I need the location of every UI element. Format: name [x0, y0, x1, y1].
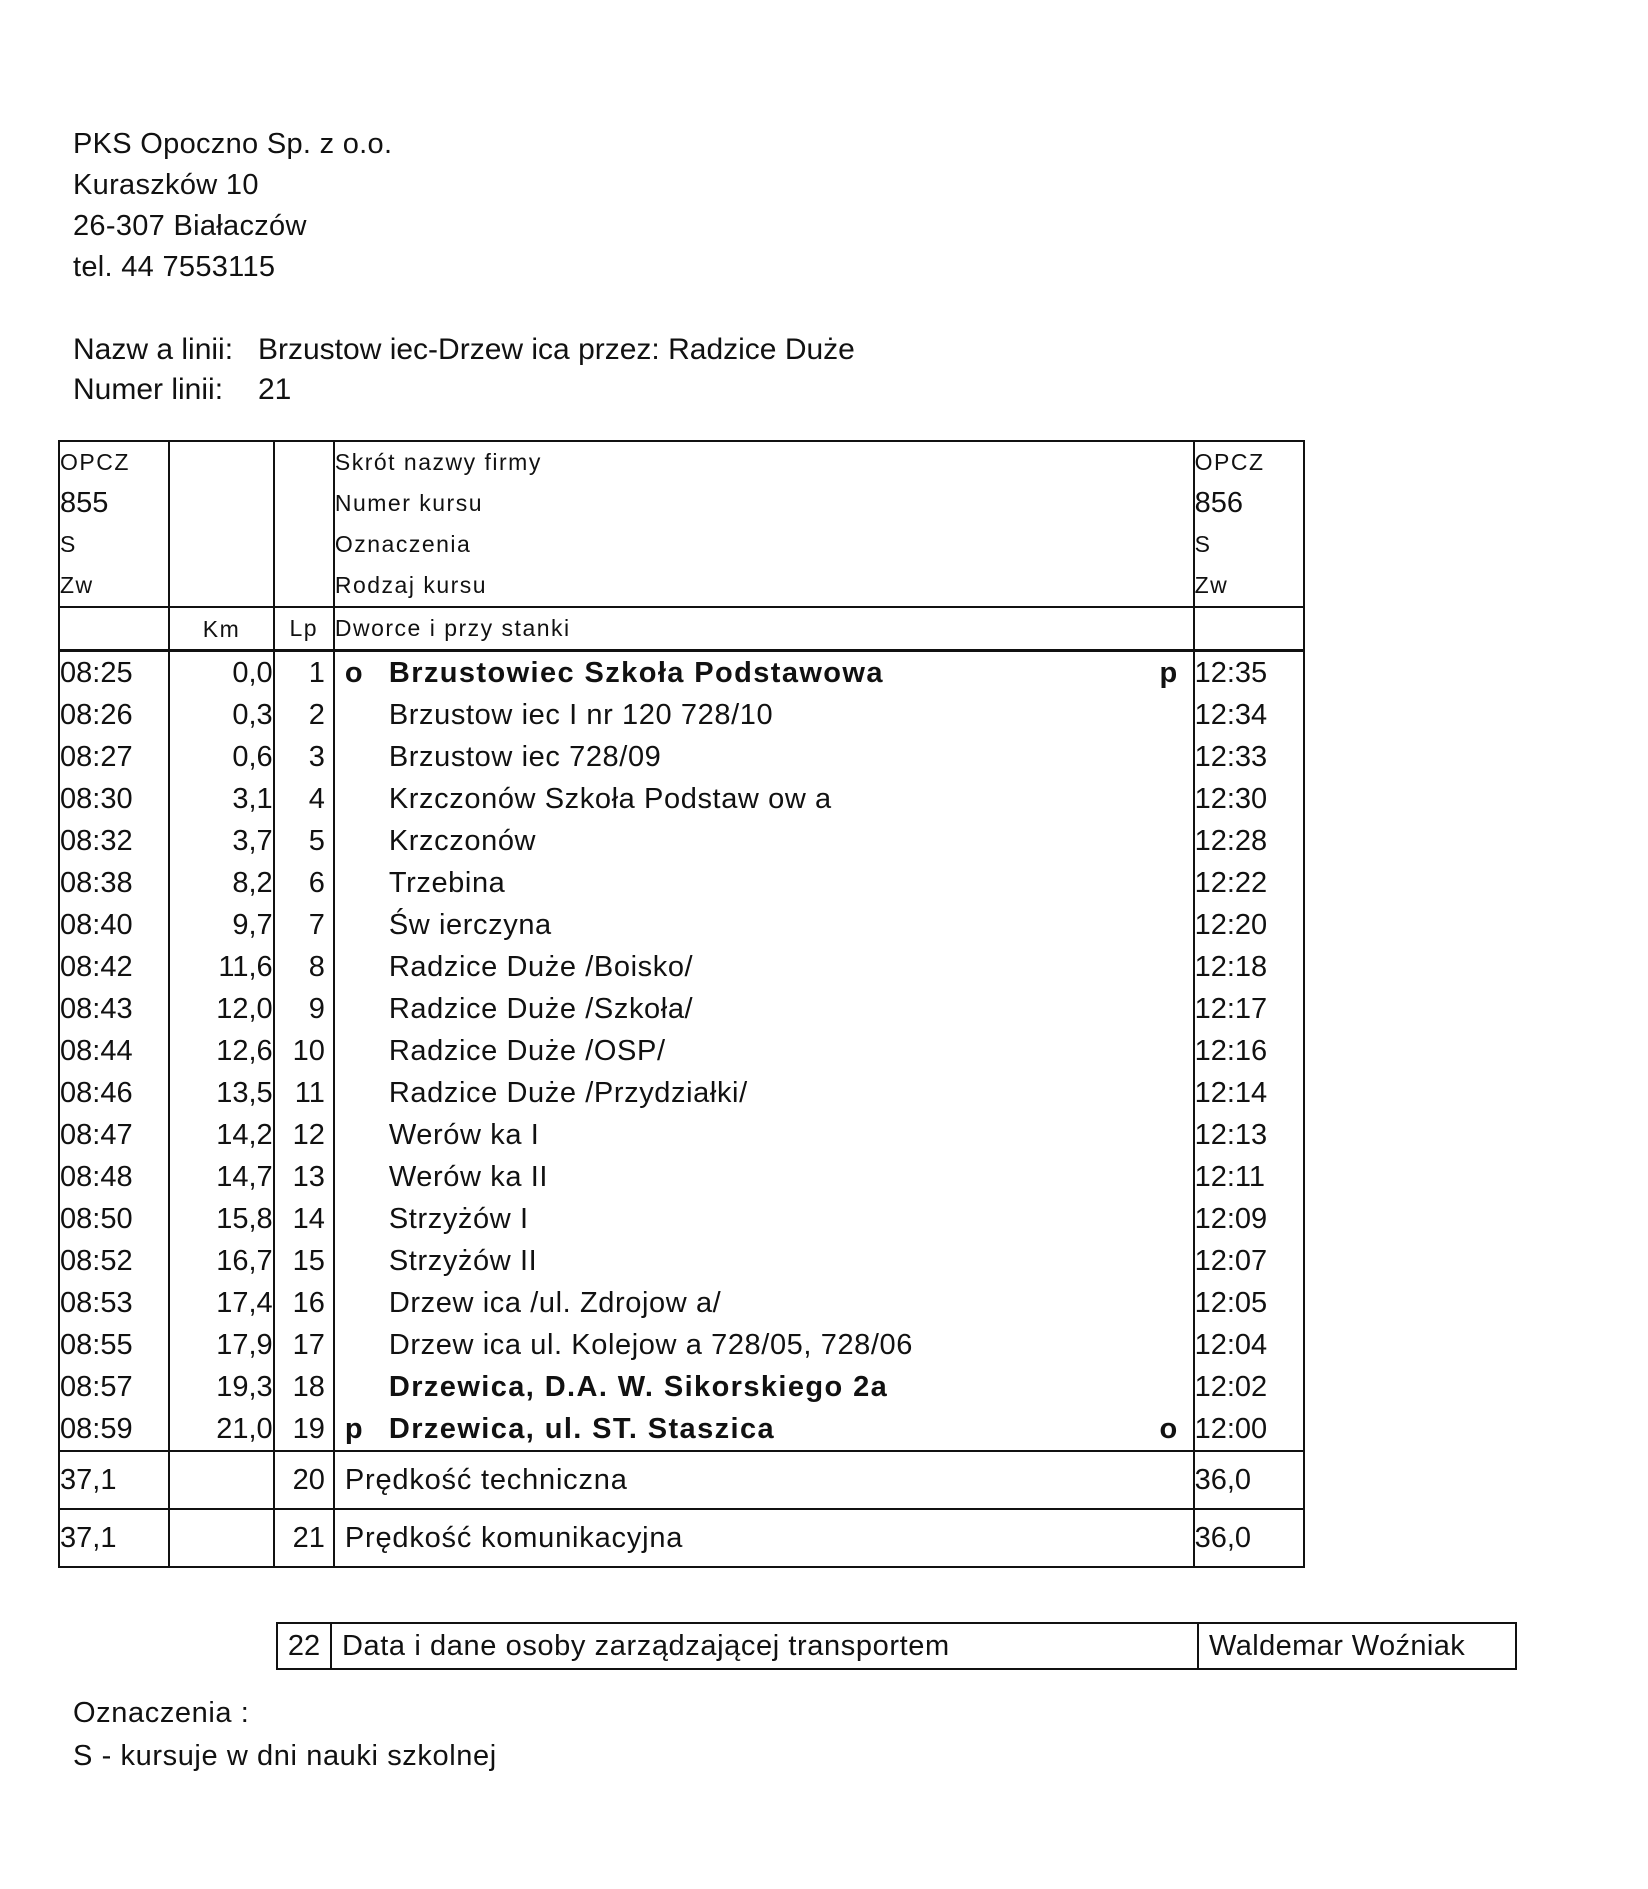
distance-km: 14,7: [169, 1156, 273, 1198]
distance-km: 8,2: [169, 862, 273, 904]
stop-row: [59, 946, 1304, 988]
stop-lp: 8: [274, 946, 334, 988]
stop-row: [59, 1114, 1304, 1156]
label-course: Numer kursu: [334, 483, 1194, 524]
return-time: 12:28: [1194, 820, 1304, 862]
distance-km: 12,0: [169, 988, 273, 1030]
departure-time: 08:32: [59, 820, 169, 862]
stop-name: Strzyżów II: [388, 1244, 538, 1277]
stop-cell: [334, 988, 1194, 1030]
distance-km: 19,3: [169, 1366, 273, 1408]
label-mark: Oznaczenia: [334, 524, 1194, 565]
stop-name: Brzustowiec Szkoła Podstawowa: [388, 656, 884, 689]
departure-time: 08:43: [59, 988, 169, 1030]
distance-km: 12,6: [169, 1030, 273, 1072]
stop-name: Drzew ica ul. Kolejow a 728/05, 728/06: [388, 1328, 914, 1361]
distance-km: 0,6: [169, 736, 273, 778]
departure-time: 08:40: [59, 904, 169, 946]
stop-content: [335, 909, 1193, 942]
line-info: [73, 330, 855, 410]
stop-lp: 16: [274, 1282, 334, 1324]
stop-content: [335, 1161, 1193, 1194]
line-number-label: Numer linii:: [73, 373, 224, 406]
stop-cell: [334, 1072, 1194, 1114]
stop-lp: 15: [274, 1240, 334, 1282]
line-name-value: Brzustow iec-Drzew ica przez: Radzice Duże: [258, 333, 855, 366]
company-street: Kuraszków 10: [73, 169, 259, 201]
stop-row: [59, 1408, 1304, 1451]
return-time: 12:22: [1194, 862, 1304, 904]
return-time: 12:33: [1194, 736, 1304, 778]
stop-row: [59, 1324, 1304, 1366]
left-firm: OPCZ: [59, 441, 169, 483]
header-row-mark: [59, 524, 1304, 565]
stop-name: Werów ka I: [388, 1118, 540, 1151]
stop-row: [59, 736, 1304, 778]
stop-cell: [334, 1198, 1194, 1240]
stop-row: [59, 1366, 1304, 1408]
stop-lp: 19: [274, 1408, 334, 1451]
right-course: 856: [1194, 483, 1304, 524]
legend: [73, 1692, 497, 1778]
summary-row: [59, 1509, 1304, 1567]
summary-lp: 20: [274, 1451, 334, 1509]
header-row-firm: [59, 441, 1304, 483]
distance-km: 21,0: [169, 1408, 273, 1451]
departure-time: 08:50: [59, 1198, 169, 1240]
stop-cell: [334, 862, 1194, 904]
return-time: 12:16: [1194, 1030, 1304, 1072]
stop-cell: [334, 651, 1194, 695]
stop-name: Radzice Duże /Szkoła/: [388, 992, 694, 1025]
stop-row: [59, 694, 1304, 736]
stops-header: Dworce i przy stanki: [334, 607, 1194, 651]
summary-right: 36,0: [1194, 1509, 1304, 1567]
summary-right: 36,0: [1194, 1451, 1304, 1509]
distance-km: 15,8: [169, 1198, 273, 1240]
stop-name: Św ierczyna: [388, 908, 552, 941]
stop-row: [59, 904, 1304, 946]
stop-cell: [334, 1324, 1194, 1366]
stop-cell: [334, 1366, 1194, 1408]
return-time: 12:09: [1194, 1198, 1304, 1240]
stop-cell: [334, 736, 1194, 778]
stop-content: [335, 993, 1193, 1026]
company-city: 26-307 Białaczów: [73, 210, 307, 242]
stop-content: [335, 1413, 1193, 1446]
company-phone: tel. 44 7553115: [73, 251, 276, 283]
return-time: 12:04: [1194, 1324, 1304, 1366]
stop-content: [335, 1119, 1193, 1152]
stop-row: [59, 1030, 1304, 1072]
summary-label: Prędkość komunikacyjna: [334, 1509, 1194, 1567]
lp-header: Lp: [274, 607, 334, 651]
stop-post-mark: p: [1159, 656, 1179, 689]
return-time: 12:05: [1194, 1282, 1304, 1324]
distance-km: 13,5: [169, 1072, 273, 1114]
line-name-label: Nazw a linii:: [73, 333, 234, 366]
stop-cell: [334, 946, 1194, 988]
departure-time: 08:30: [59, 778, 169, 820]
stop-cell: [334, 1156, 1194, 1198]
manager-label: Data i dane osoby zarządzającej transportem: [332, 1624, 1199, 1668]
stop-lp: 3: [274, 736, 334, 778]
distance-km: 0,3: [169, 694, 273, 736]
departure-time: 08:48: [59, 1156, 169, 1198]
manager-row: [276, 1622, 1517, 1670]
timetable: [58, 440, 1305, 1568]
departure-time: 08:53: [59, 1282, 169, 1324]
summary-row: [59, 1451, 1304, 1509]
company-header: [73, 124, 392, 288]
stop-lp: 17: [274, 1324, 334, 1366]
distance-km: 3,7: [169, 820, 273, 862]
stop-content: [335, 657, 1193, 690]
return-time: 12:18: [1194, 946, 1304, 988]
stop-row: [59, 1156, 1304, 1198]
departure-time: 08:59: [59, 1408, 169, 1451]
distance-km: 9,7: [169, 904, 273, 946]
stop-name: Strzyżów I: [388, 1202, 529, 1235]
left-type: Zw: [59, 565, 169, 607]
legend-title: Oznaczenia :: [73, 1697, 250, 1729]
departure-time: 08:46: [59, 1072, 169, 1114]
stop-content: [335, 1245, 1193, 1278]
departure-time: 08:57: [59, 1366, 169, 1408]
summary-empty: [169, 1451, 273, 1509]
departure-time: 08:47: [59, 1114, 169, 1156]
return-time: 12:20: [1194, 904, 1304, 946]
company-name: PKS Opoczno Sp. z o.o.: [73, 128, 393, 160]
stop-content: [335, 783, 1193, 816]
stop-content: [335, 825, 1193, 858]
departure-time: 08:52: [59, 1240, 169, 1282]
stop-name: Brzustow iec 728/09: [388, 740, 662, 773]
stop-name: Drzewica, ul. ST. Staszica: [388, 1412, 776, 1445]
stop-lp: 14: [274, 1198, 334, 1240]
return-time: 12:07: [1194, 1240, 1304, 1282]
stop-lp: 18: [274, 1366, 334, 1408]
return-time: 12:35: [1194, 651, 1304, 695]
stop-name: Krzczonów: [388, 824, 537, 857]
stop-content: [335, 1077, 1193, 1110]
stop-content: [335, 1371, 1193, 1404]
stop-cell: [334, 1114, 1194, 1156]
label-type: Rodzaj kursu: [334, 565, 1194, 607]
distance-km: 3,1: [169, 778, 273, 820]
return-time: 12:14: [1194, 1072, 1304, 1114]
manager-value: Waldemar Woźniak: [1209, 1630, 1466, 1662]
right-type: Zw: [1194, 565, 1304, 607]
stop-content: [335, 867, 1193, 900]
stop-cell: [334, 1408, 1194, 1451]
header-row-type: [59, 565, 1304, 607]
departure-time: 08:42: [59, 946, 169, 988]
summary-label: Prędkość techniczna: [334, 1451, 1194, 1509]
return-time: 12:30: [1194, 778, 1304, 820]
stop-cell: [334, 1030, 1194, 1072]
return-time: 12:17: [1194, 988, 1304, 1030]
left-course: 855: [59, 483, 169, 524]
distance-km: 17,9: [169, 1324, 273, 1366]
stop-lp: 12: [274, 1114, 334, 1156]
column-header-row: [59, 607, 1304, 651]
stop-cell: [334, 778, 1194, 820]
stop-lp: 4: [274, 778, 334, 820]
manager-lp: 22: [278, 1624, 332, 1668]
stop-row: [59, 651, 1304, 695]
right-mark: S: [1194, 524, 1304, 565]
stop-name: Krzczonów Szkoła Podstaw ow a: [388, 782, 832, 815]
return-time: 12:00: [1194, 1408, 1304, 1451]
stop-row: [59, 778, 1304, 820]
stop-cell: [334, 1240, 1194, 1282]
return-time: 12:34: [1194, 694, 1304, 736]
distance-km: 17,4: [169, 1282, 273, 1324]
stop-lp: 13: [274, 1156, 334, 1198]
right-firm: OPCZ: [1194, 441, 1304, 483]
stop-name: Trzebina: [388, 866, 506, 899]
stop-lp: 11: [274, 1072, 334, 1114]
stop-content: [335, 699, 1193, 732]
stop-lp: 9: [274, 988, 334, 1030]
stop-cell: [334, 694, 1194, 736]
stop-row: [59, 820, 1304, 862]
stop-pre-mark: o: [344, 656, 364, 689]
label-firm: Skrót nazwy firmy: [334, 441, 1194, 483]
stop-name: Radzice Duże /OSP/: [388, 1034, 666, 1067]
stop-name: Werów ka II: [388, 1160, 549, 1193]
summary-empty: [169, 1509, 273, 1567]
legend-s: S - kursuje w dni nauki szkolnej: [73, 1740, 497, 1772]
stop-content: [335, 1035, 1193, 1068]
distance-km: 0,0: [169, 651, 273, 695]
stop-name: Drzewica, D.A. W. Sikorskiego 2a: [388, 1370, 889, 1403]
stop-content: [335, 1203, 1193, 1236]
km-header: Km: [169, 607, 273, 651]
stop-cell: [334, 1282, 1194, 1324]
stop-content: [335, 951, 1193, 984]
return-time: 12:13: [1194, 1114, 1304, 1156]
line-number-value: 21: [258, 373, 292, 406]
return-time: 12:02: [1194, 1366, 1304, 1408]
stop-lp: 5: [274, 820, 334, 862]
distance-km: 14,2: [169, 1114, 273, 1156]
stop-name: Radzice Duże /Boisko/: [388, 950, 694, 983]
return-time: 12:11: [1194, 1156, 1304, 1198]
stop-lp: 7: [274, 904, 334, 946]
stop-pre-mark: p: [344, 1412, 364, 1445]
stop-lp: 10: [274, 1030, 334, 1072]
departure-time: 08:26: [59, 694, 169, 736]
departure-time: 08:25: [59, 651, 169, 695]
distance-km: 16,7: [169, 1240, 273, 1282]
summary-left: 37,1: [59, 1451, 169, 1509]
departure-time: 08:44: [59, 1030, 169, 1072]
stop-row: [59, 988, 1304, 1030]
stop-content: [335, 1329, 1193, 1362]
stop-cell: [334, 904, 1194, 946]
stop-name: Drzew ica /ul. Zdrojow a/: [388, 1286, 722, 1319]
summary-left: 37,1: [59, 1509, 169, 1567]
stop-post-mark: o: [1159, 1412, 1179, 1445]
stop-row: [59, 1240, 1304, 1282]
departure-time: 08:55: [59, 1324, 169, 1366]
header-row-course: [59, 483, 1304, 524]
stop-name: Brzustow iec I nr 120 728/10: [388, 698, 774, 731]
stop-row: [59, 1072, 1304, 1114]
stop-content: [335, 741, 1193, 774]
departure-time: 08:27: [59, 736, 169, 778]
distance-km: 11,6: [169, 946, 273, 988]
stop-name: Radzice Duże /Przydziałki/: [388, 1076, 748, 1109]
stop-row: [59, 1282, 1304, 1324]
stop-lp: 1: [274, 651, 334, 695]
stop-row: [59, 862, 1304, 904]
stop-lp: 6: [274, 862, 334, 904]
departure-time: 08:38: [59, 862, 169, 904]
stop-lp: 2: [274, 694, 334, 736]
summary-lp: 21: [274, 1509, 334, 1567]
stop-cell: [334, 820, 1194, 862]
stop-row: [59, 1198, 1304, 1240]
stop-content: [335, 1287, 1193, 1320]
left-mark: S: [59, 524, 169, 565]
